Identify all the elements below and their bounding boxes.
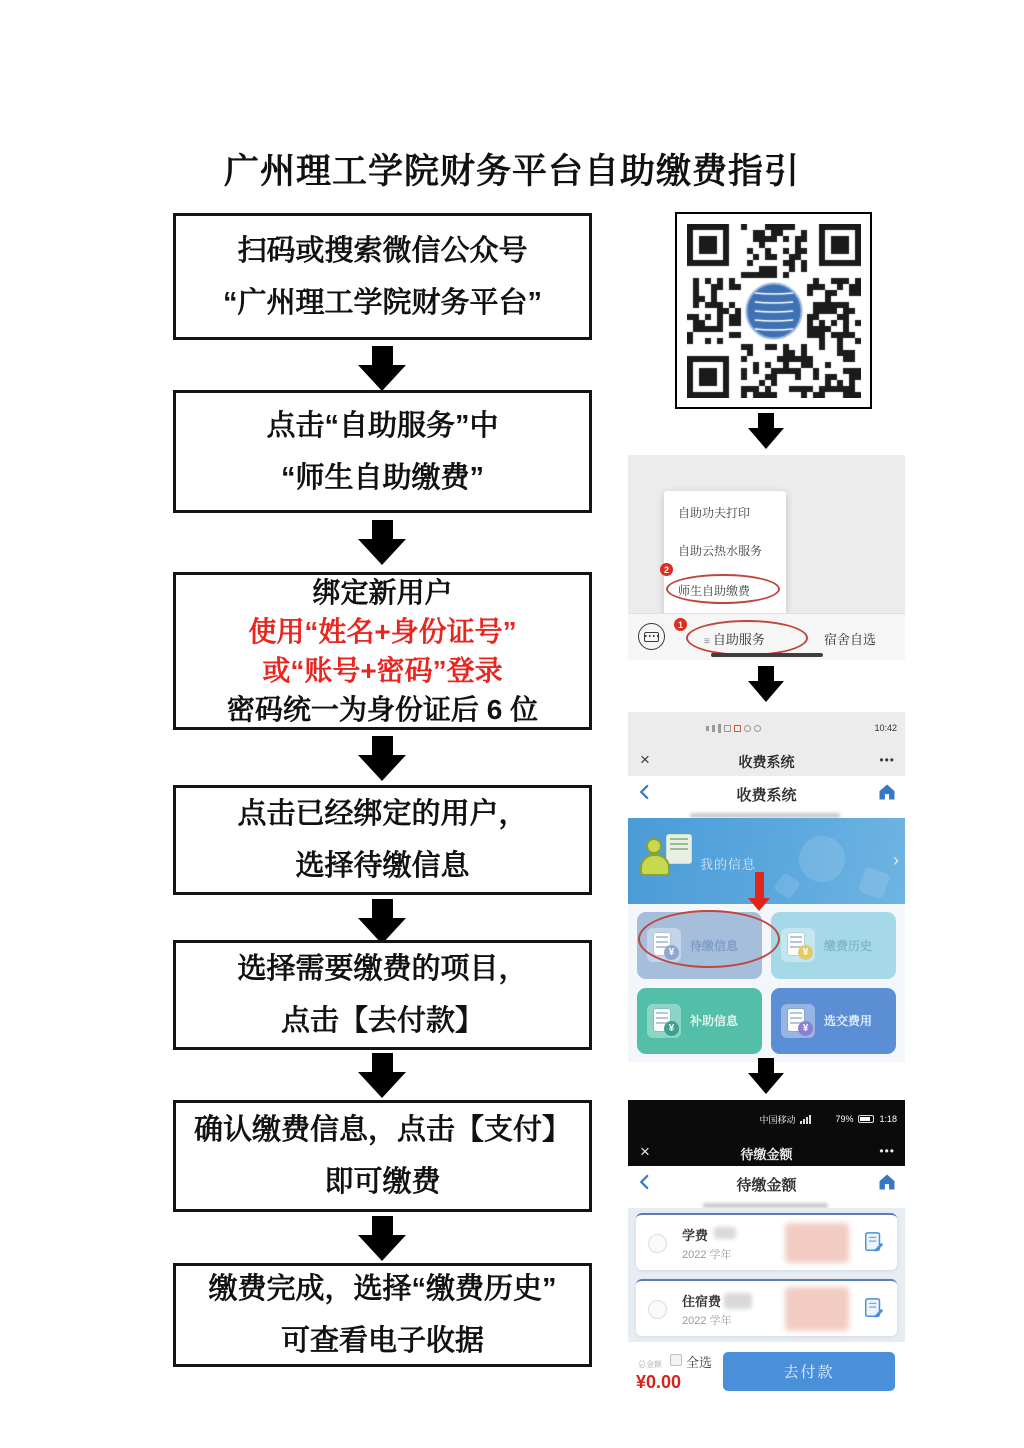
- flow-step-2-line-2: “师生自助缴费”: [280, 461, 484, 494]
- status-bar: [628, 712, 905, 744]
- close-icon[interactable]: ×: [640, 1142, 650, 1161]
- my-info-label: 我的信息: [700, 857, 757, 872]
- right-arrow-3: [748, 1058, 784, 1094]
- flow-arrow-1: [358, 346, 406, 391]
- qr-code-image: [687, 224, 861, 398]
- app-nav-bar: [628, 776, 905, 812]
- tile-optional-fees[interactable]: ¥ 选交费用: [771, 988, 896, 1055]
- menu-item-self-pay[interactable]: 师生自助缴费: [678, 584, 751, 598]
- flow-arrow-6: [358, 1216, 406, 1261]
- battery-icon: [858, 1115, 874, 1123]
- fee-name: 学费: [682, 1228, 709, 1243]
- self-service-highlight-circle: [686, 620, 808, 656]
- flow-step-3-line-3: 或“账号+密码”登录: [262, 655, 503, 686]
- tile-payment-history[interactable]: ¥ 缴费历史: [771, 912, 896, 979]
- back-icon[interactable]: [636, 1173, 654, 1196]
- home-indicator: [711, 653, 823, 657]
- flow-step-1: [173, 213, 592, 340]
- flow-step-3-line-2: 使用“姓名+身份证号”: [248, 616, 517, 647]
- wechat-title-bar-dark: [628, 1138, 905, 1166]
- flow-arrow-4: [358, 899, 406, 944]
- status-bar-dark: [628, 1100, 905, 1138]
- flow-step-7-line-1: 缴费完成，选择“缴费历史”: [208, 1273, 557, 1305]
- receipt-note-icon[interactable]: [863, 1231, 885, 1258]
- tile-pending-info[interactable]: ¥ 待缴信息: [637, 912, 762, 979]
- flow-step-5-line-2: 点击【去付款】: [280, 1005, 484, 1037]
- pointer-arrow-red: [748, 872, 770, 911]
- flow-step-3: [173, 572, 592, 730]
- pending-info-highlight-circle: [638, 910, 780, 968]
- wechat-page-title: 待缴金额: [740, 1147, 793, 1162]
- select-all-label: 全选: [686, 1355, 713, 1370]
- flow-arrow-2: [358, 520, 406, 565]
- flow-arrow-5: [358, 1053, 406, 1098]
- fee-term: 2022 学年: [682, 1315, 732, 1327]
- battery-percent: 79%: [835, 1114, 854, 1124]
- select-all-checkbox[interactable]: [670, 1354, 682, 1366]
- step-2-badge: 2: [660, 563, 673, 576]
- back-icon[interactable]: [636, 783, 654, 806]
- close-icon[interactable]: ×: [640, 750, 650, 769]
- flow-step-2-line-1: 点击“自助服务”中: [266, 409, 499, 442]
- flow-step-6: [173, 1100, 592, 1212]
- fee-list: [628, 1208, 905, 1342]
- home-icon[interactable]: [877, 782, 897, 807]
- flow-step-1-line-1: 扫码或搜索微信公众号: [237, 234, 528, 267]
- step-1-badge: 1: [674, 618, 687, 631]
- profile-icon: [640, 834, 692, 888]
- fee-term: 2022 学年: [682, 1249, 732, 1261]
- flow-step-4: [173, 785, 592, 895]
- tab-dorm-select[interactable]: 宿舍自选: [824, 632, 877, 647]
- flow-step-4-line-2: 选择待缴信息: [295, 850, 470, 882]
- wechat-bottom-bar: [628, 613, 905, 660]
- payment-history-icon: ¥: [781, 928, 815, 962]
- menu-item-print[interactable]: 自助功夫打印: [678, 506, 751, 520]
- status-icons: [706, 724, 761, 733]
- home-icon[interactable]: [877, 1172, 897, 1197]
- redacted-amount: [785, 1223, 849, 1263]
- fee-item-tuition: [636, 1213, 897, 1270]
- total-amount: ¥0.00: [636, 1372, 682, 1392]
- more-icon[interactable]: •••: [879, 1144, 895, 1158]
- fee-checkbox[interactable]: [648, 1300, 667, 1319]
- flow-step-7: [173, 1263, 592, 1367]
- receipt-note-icon[interactable]: [863, 1297, 885, 1324]
- right-arrow-2: [748, 666, 784, 702]
- menu-lines-icon: ≡: [704, 636, 710, 647]
- payment-home-screenshot: [628, 712, 905, 1062]
- fee-checkbox[interactable]: [648, 1234, 667, 1253]
- flow-step-1-line-2: “广州理工学院财务平台”: [222, 286, 542, 319]
- service-menu-popup: [664, 491, 786, 615]
- app-page-title: 收费系统: [736, 786, 797, 804]
- carrier-label: 中国移动: [759, 1114, 796, 1125]
- flow-step-7-line-2: 可查看电子收据: [280, 1325, 484, 1357]
- flow-step-6-line-2: 即可缴费: [324, 1166, 441, 1198]
- flow-arrow-3: [358, 736, 406, 781]
- flow-step-3-line-1: 绑定新用户: [312, 577, 453, 608]
- status-time: 10:42: [874, 723, 897, 733]
- tile-subsidy-info[interactable]: ¥ 补助信息: [637, 988, 762, 1055]
- fee-name: 住宿费: [682, 1294, 722, 1309]
- menu-item-hot-water[interactable]: 自助云热水服务: [678, 544, 763, 558]
- total-label: 总金额: [638, 1360, 662, 1369]
- flow-step-5-line-1: 选择需要缴费的项目，: [237, 953, 528, 985]
- flow-step-2: [173, 390, 592, 513]
- signal-icon: [800, 1115, 811, 1124]
- wechat-page-title: 收费系统: [738, 754, 795, 770]
- flow-step-4-line-1: 点击已经绑定的用户，: [237, 798, 528, 830]
- subsidy-info-icon: ¥: [647, 1004, 681, 1038]
- go-pay-button[interactable]: 去付款: [723, 1352, 895, 1391]
- redacted-text: [714, 1227, 736, 1239]
- more-icon[interactable]: •••: [879, 753, 895, 767]
- chevron-right-icon: ›: [893, 850, 899, 870]
- flow-step-5: [173, 940, 592, 1050]
- self-pay-highlight-circle: [666, 574, 780, 604]
- payment-footer: [628, 1342, 905, 1410]
- flow-step-3-line-4: 密码统一为身份证后 6 位: [226, 694, 539, 725]
- app-page-title: 待缴金额: [736, 1176, 797, 1194]
- pending-info-icon: ¥: [647, 928, 681, 962]
- fee-item-accommodation: [636, 1279, 897, 1336]
- app-nav-bar: [628, 1166, 905, 1202]
- tab-self-service[interactable]: ≡ 自助服务: [704, 632, 765, 647]
- redacted-amount: [785, 1287, 849, 1331]
- wechat-title-bar: [628, 744, 905, 776]
- flow-step-6-line-1: 确认缴费信息，点击【支付】: [193, 1114, 571, 1146]
- redacted-text: [724, 1293, 752, 1309]
- right-arrow-1: [748, 413, 784, 449]
- optional-fees-icon: ¥: [781, 1004, 815, 1038]
- page-title: 广州理工学院财务平台自助缴费指引: [223, 152, 800, 191]
- keyboard-icon[interactable]: [638, 623, 665, 650]
- status-time: 1:18: [879, 1114, 897, 1124]
- pending-amount-screenshot: [628, 1100, 905, 1410]
- wechat-menu-screenshot: [628, 455, 905, 660]
- wechat-qr-code: [675, 212, 872, 409]
